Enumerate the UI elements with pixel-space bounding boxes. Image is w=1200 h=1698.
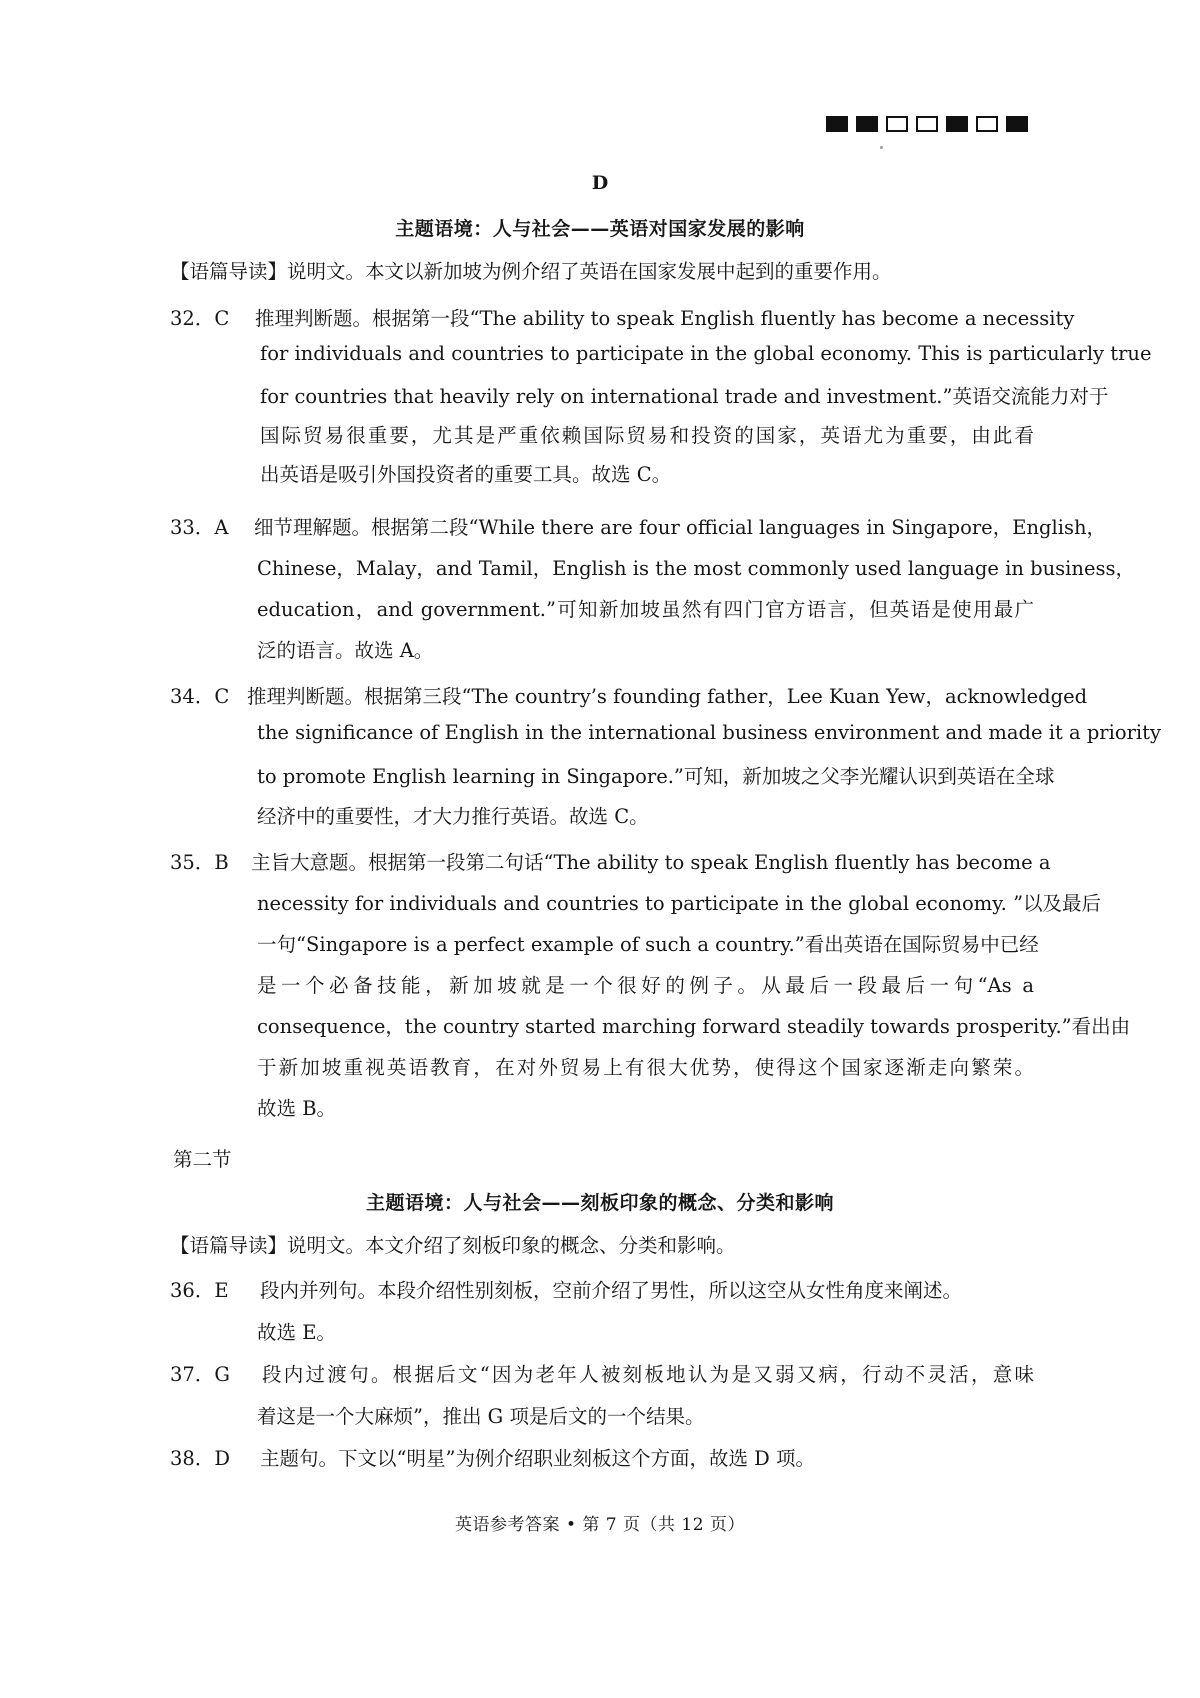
passage-guide-section2: 【语篇导读】说明文。本文介绍了刻板印象的概念、分类和影响。	[170, 1234, 736, 1257]
section-letter: D	[591, 172, 609, 194]
item-line: 出英语是吸引外国投资者的重要工具。故选 C。	[260, 463, 672, 486]
item-line: 段内过渡句。根据后文“因为老年人被刻板地认为是又弱又病，行动不灵活，意味	[262, 1363, 1034, 1386]
item-line: 细节理解题。根据第二段“While there are four official languages in Singapore，English，	[254, 516, 1107, 539]
item-line: the significance of English in the international business environment and made it a priority	[257, 721, 1162, 744]
item-line: for countries that heavily rely on international trade and investment.”英语交流能力对于	[260, 385, 1109, 408]
item-line: 推理判断题。根据第一段“The ability to speak English fluently has become a necessity	[255, 307, 1075, 330]
item-number: 32．C	[170, 307, 230, 330]
mark-filled	[1006, 116, 1028, 132]
theme-title-d: 主题语境：人与社会——英语对国家发展的影响	[395, 218, 805, 240]
item-line: 故选 E。	[257, 1321, 336, 1344]
page-footer: 英语参考答案 • 第 7 页（共 12 页）	[455, 1515, 745, 1535]
theme-title-section2: 主题语境：人与社会——刻板印象的概念、分类和影响	[365, 1192, 834, 1214]
item-number: 35．B	[170, 851, 229, 874]
item-line: 于新加坡重视英语教育，在对外贸易上有很大优势，使得这个国家逐渐走向繁荣。	[257, 1056, 1034, 1079]
item-number: 37．G	[170, 1363, 230, 1386]
mark-empty	[976, 116, 998, 132]
mark-filled	[856, 116, 878, 132]
item-line: education，and government.”可知新加坡虽然有四门官方语言，但英语是使用最广	[257, 598, 1034, 621]
item-line: 一句“Singapore is a perfect example of such a country.”看出英语在国际贸易中已经	[257, 933, 1039, 956]
item-number: 33．A	[170, 516, 229, 539]
item-line: 主题句。下文以“明星”为例介绍职业刻板这个方面，故选 D 项。	[260, 1447, 815, 1470]
item-line: to promote English learning in Singapore.”可知，新加坡之父李光耀认识到英语在全球	[257, 765, 1055, 788]
mark-filled	[946, 116, 968, 132]
item-line: 着这是一个大麻烦”，推出 G 项是后文的一个结果。	[257, 1405, 705, 1428]
item-line: 经济中的重要性，才大力推行英语。故选 C。	[257, 805, 649, 828]
speck	[880, 146, 883, 149]
mark-empty	[916, 116, 938, 132]
section-heading: 第二节	[173, 1148, 232, 1171]
item-number: 36．E	[170, 1279, 229, 1302]
item-line: 推理判断题。根据第三段“The country’s founding father，Lee Kuan Yew，acknowledged	[247, 685, 1088, 708]
item-number: 38．D	[170, 1447, 230, 1470]
header-marks	[826, 116, 1028, 132]
item-line: 段内并列句。本段介绍性别刻板，空前介绍了男性，所以这空从女性角度来阐述。	[260, 1279, 963, 1302]
item-line: 是一个必备技能，新加坡就是一个很好的例子。从最后一段最后一句“As a	[257, 974, 1034, 997]
item-line: consequence，the country started marching forward steadily towards prosperity.”看出由	[257, 1015, 1131, 1038]
item-line: 主旨大意题。根据第一段第二句话“The ability to speak English fluently has become a	[251, 851, 1051, 874]
passage-guide-d: 【语篇导读】说明文。本文以新加坡为例介绍了英语在国家发展中起到的重要作用。	[170, 260, 892, 283]
mark-filled	[826, 116, 848, 132]
item-line: Chinese，Malay，and Tamil，English is the most commonly used language in business，	[257, 557, 1136, 580]
item-line: 泛的语言。故选 A。	[257, 639, 434, 662]
item-number: 34．C	[170, 685, 230, 708]
item-line: 故选 B。	[257, 1097, 337, 1120]
item-line: for individuals and countries to participate in the global economy. This is particularly true	[260, 342, 1152, 365]
item-line: 国际贸易很重要，尤其是严重依赖国际贸易和投资的国家，英语尤为重要，由此看	[260, 424, 1034, 447]
mark-empty	[886, 116, 908, 132]
item-line: necessity for individuals and countries to participate in the global economy. ”以及最后	[257, 892, 1102, 915]
